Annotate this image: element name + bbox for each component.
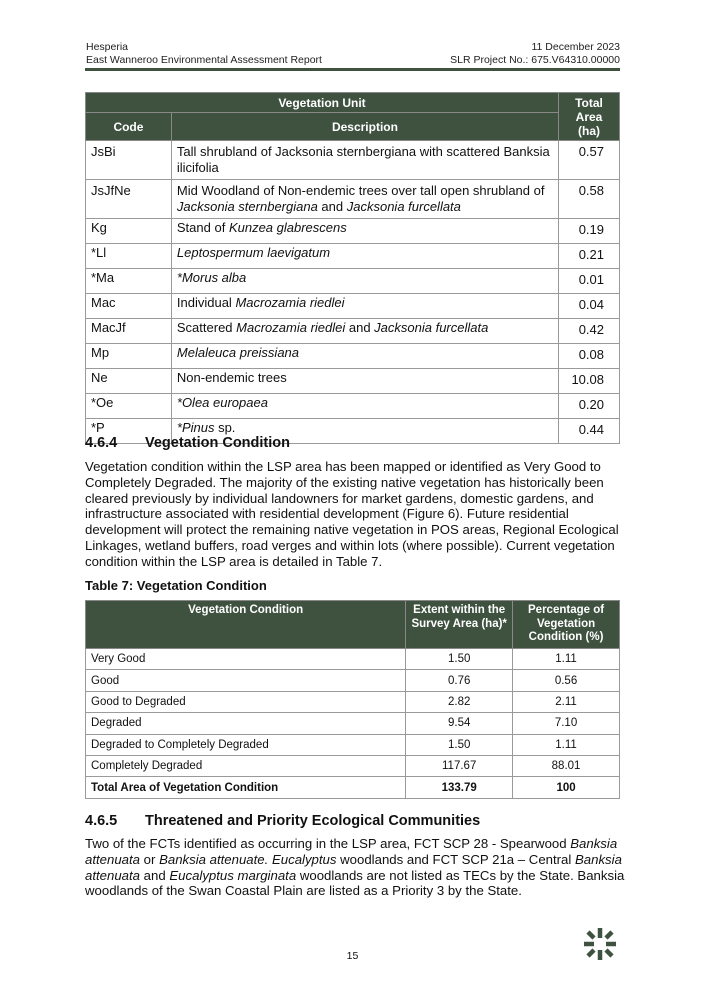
code-cell: Ne [86, 369, 172, 394]
condition-header: Vegetation Condition [86, 601, 406, 649]
vegetation-condition-paragraph: Vegetation condition within the LSP area has been mapped or identified as Very Good to Completely Degraded. The majority of the existing native vegetation has historically been cleared previously by individual landowners for market gardens, domestic gardens, and infrastructure associated with residential development (Figure 6). Future residential development will protect the remaining native vegetation in POS areas, Regional Ecological Linkages, wetland buffers, road verges and within lots (where possible). Current vegetation condition within the LSP area is detailed in Table 7. [85, 459, 619, 569]
table-row [86, 219, 620, 244]
code-cell: Mp [86, 344, 172, 369]
condition-cell: Good to Degraded [86, 691, 406, 712]
description-cell: Non-endemic trees [171, 369, 558, 394]
description-cell: Melaleuca preissiana [171, 344, 558, 369]
vegetation-condition-table [85, 600, 620, 799]
table-row [86, 369, 620, 394]
condition-cell: Degraded to Completely Degraded [86, 734, 406, 755]
area-cell: 0.04 [559, 294, 620, 319]
description-cell: *Morus alba [171, 269, 558, 294]
table-row [86, 244, 620, 269]
extent-cell: 9.54 [406, 713, 513, 734]
extent-cell: 117.67 [406, 755, 513, 776]
company-name: Hesperia [86, 41, 129, 53]
extent-cell: 2.82 [406, 691, 513, 712]
percentage-cell: 1.11 [513, 734, 620, 755]
percentage-cell: 7.10 [513, 713, 620, 734]
company-logo-icon [583, 927, 617, 961]
table-row [86, 670, 620, 691]
table-row [86, 344, 620, 369]
code-cell: Kg [86, 219, 172, 244]
code-cell: *Oe [86, 394, 172, 419]
description-cell: Stand of Kunzea glabrescens [171, 219, 558, 244]
section-title: Threatened and Priority Ecological Communities [145, 813, 481, 829]
code-cell: *Ll [86, 244, 172, 269]
table-row [86, 394, 620, 419]
code-header: Code [86, 113, 172, 141]
area-cell: 0.58 [559, 180, 620, 219]
area-cell: 0.01 [559, 269, 620, 294]
table-row [86, 755, 620, 776]
table-row [86, 649, 620, 670]
condition-cell: Degraded [86, 713, 406, 734]
table-row [86, 294, 620, 319]
area-cell: 0.19 [559, 219, 620, 244]
section-number: 4.6.4 [85, 435, 118, 451]
tec-paragraph: Two of the FCTs identified as occurring in the LSP area, FCT SCP 28 - Spearwood Banksia attenuata or Banksia attenuate. Eucalyptus woodlands and FCT SCP 21a – Central Banksia attenuata and Eucalyptus marginata woodlands are not listed as TECs by the State. Banksia woodlands of the Swan Coastal Plain are listed as a Priority 3 by the State. [85, 836, 625, 899]
description-header: Description [171, 113, 558, 141]
description-cell: *Olea europaea [171, 394, 558, 419]
code-cell: JsBi [86, 141, 172, 180]
project-number: SLR Project No.: 675.V64310.00000 [450, 54, 620, 66]
report-date: 11 December 2023 [531, 41, 620, 53]
table-row [86, 180, 620, 219]
section-heading-4-6-5 [85, 813, 480, 829]
percentage-cell: 2.11 [513, 691, 620, 712]
header-divider [85, 68, 620, 71]
table-row [86, 319, 620, 344]
table-row [86, 269, 620, 294]
description-cell: Scattered Macrozamia riedlei and Jacksonia furcellata [171, 319, 558, 344]
report-header-right [450, 41, 620, 67]
percentage-cell: 0.56 [513, 670, 620, 691]
area-cell: 0.21 [559, 244, 620, 269]
condition-cell: Completely Degraded [86, 755, 406, 776]
percentage-header: Percentage of Vegetation Condition (%) [513, 601, 620, 649]
page-number: 15 [346, 950, 359, 962]
table-row [86, 734, 620, 755]
report-title: East Wanneroo Environmental Assessment Report [86, 54, 322, 66]
total-extent-cell: 133.79 [406, 777, 513, 798]
extent-cell: 0.76 [406, 670, 513, 691]
table-row [86, 141, 620, 180]
description-cell: Mid Woodland of Non-endemic trees over tall open shrubland of Jacksonia sternbergiana and Jacksonia furcellata [171, 180, 558, 219]
total-row [86, 777, 620, 798]
condition-cell: Very Good [86, 649, 406, 670]
total-area-header: Total Area (ha) [559, 93, 620, 141]
condition-cell: Good [86, 670, 406, 691]
table-row [86, 691, 620, 712]
area-cell: 0.57 [559, 141, 620, 180]
area-cell: 0.20 [559, 394, 620, 419]
area-cell: 0.08 [559, 344, 620, 369]
section-heading-4-6-4 [85, 435, 290, 451]
extent-header: Extent within the Survey Area (ha)* [406, 601, 513, 649]
vegetation-unit-table [85, 92, 620, 444]
percentage-cell: 1.11 [513, 649, 620, 670]
section-number: 4.6.5 [85, 813, 118, 829]
description-cell: Leptospermum laevigatum [171, 244, 558, 269]
code-cell: Mac [86, 294, 172, 319]
code-cell: *P [86, 419, 172, 444]
total-label-cell: Total Area of Vegetation Condition [86, 777, 406, 798]
vegetation-unit-header: Vegetation Unit [86, 93, 559, 113]
code-cell: *Ma [86, 269, 172, 294]
code-cell: MacJf [86, 319, 172, 344]
description-cell: Individual Macrozamia riedlei [171, 294, 558, 319]
description-cell: *Pinus sp. [171, 419, 558, 444]
percentage-cell: 88.01 [513, 755, 620, 776]
extent-cell: 1.50 [406, 649, 513, 670]
total-percentage-cell: 100 [513, 777, 620, 798]
area-cell: 0.42 [559, 319, 620, 344]
extent-cell: 1.50 [406, 734, 513, 755]
table-row [86, 713, 620, 734]
report-header-left [86, 41, 322, 67]
code-cell: JsJfNe [86, 180, 172, 219]
section-title: Vegetation Condition [145, 435, 290, 451]
area-cell: 0.44 [559, 419, 620, 444]
table-caption: Table 7: Vegetation Condition [85, 578, 267, 593]
description-cell: Tall shrubland of Jacksonia sternbergiana with scattered Banksia ilicifolia [171, 141, 558, 180]
area-cell: 10.08 [559, 369, 620, 394]
